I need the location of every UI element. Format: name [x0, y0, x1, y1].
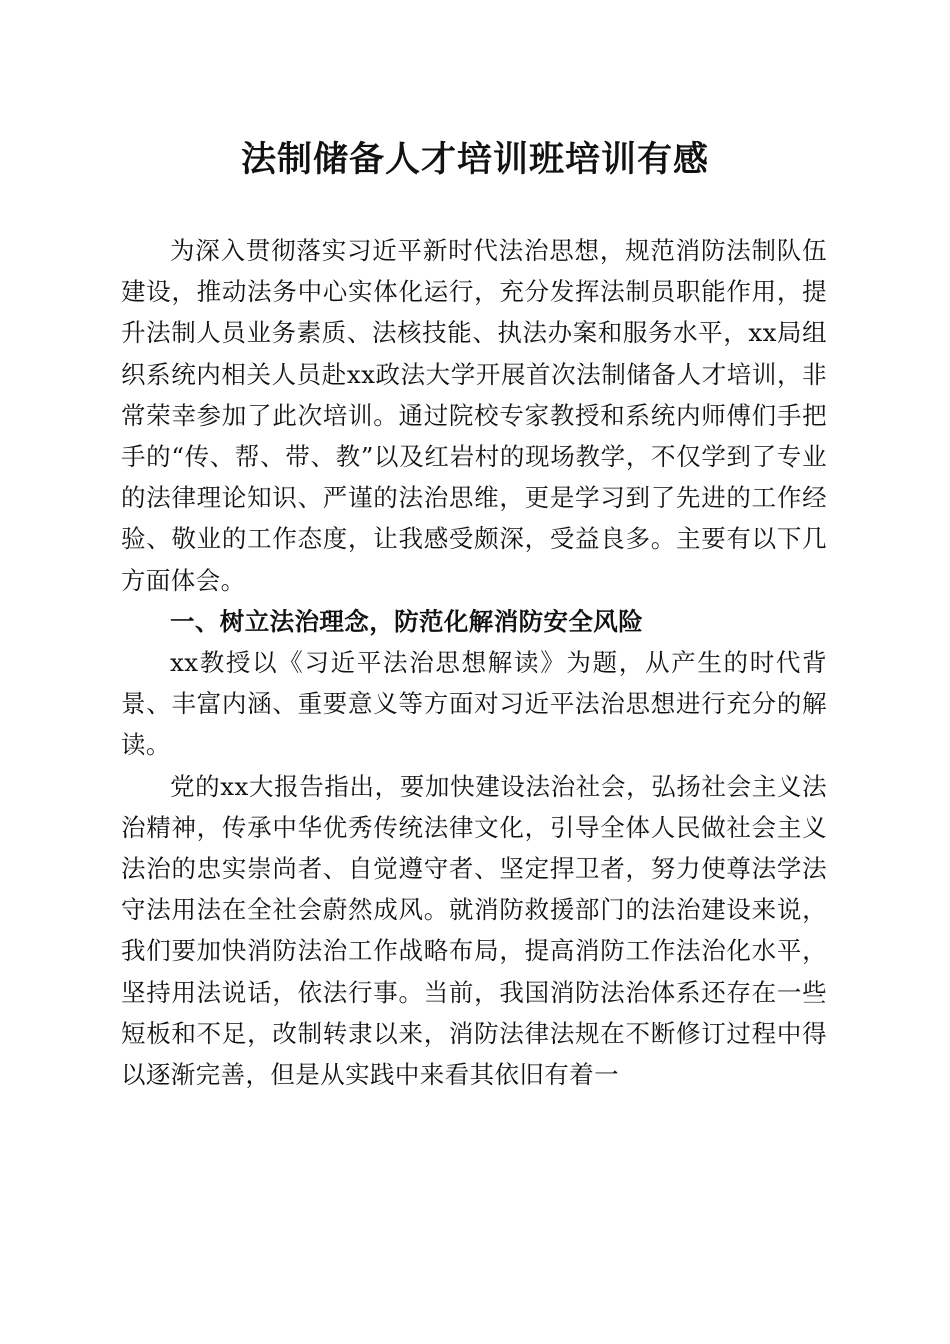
document-body: [121, 230, 827, 1095]
section1-paragraph-1: xx教授以《习近平法治思想解读》为题，从产生的时代背景、丰富内涵、重要意义等方面对习近平法治思想进行充分的解读。: [121, 648, 827, 760]
document-title: 法制储备人才培训班培训有感: [240, 139, 709, 180]
intro-paragraph: 为深入贯彻落实习近平新时代法治思想，规范消防法制队伍建设，推动法务中心实体化运行，充分发挥法制员职能作用，提升法制人员业务素质、法核技能、执法办案和服务水平，xx局组织系统内相关人员赴xx政法大学开展首次法制储备人才培训，非常荣幸参加了此次培训。通过院校专家教授和系统内师傅们手把手的“传、帮、带、教”以及红岩村的现场教学，不仅学到了专业的法律理论知识、严谨的法治思维，更是学习到了先进的工作经验、敬业的工作态度，让我感受颇深，受益良多。主要有以下几方面体会。: [121, 236, 827, 595]
section1-paragraph-2: 党的xx大报告指出，要加快建设法治社会，弘扬社会主义法治精神，传承中华优秀传统法律文化，引导全体人民做社会主义法治的忠实崇尚者、自觉遵守者、坚定捍卫者，努力使尊法学法守法用法在全社会蔚然成风。就消防救援部门的法治建设来说，我们要加快消防法治工作战略布局，提高消防工作法治化水平，坚持用法说话，依法行事。当前，我国消防法治体系还存在一些短板和不足，改制转隶以来，消防法律法规在不断修订过程中得以逐渐完善，但是从实践中来看其依旧有着一: [121, 771, 827, 1090]
section-heading-1: 一、树立法治理念，防范化解消防安全风险: [170, 606, 644, 636]
